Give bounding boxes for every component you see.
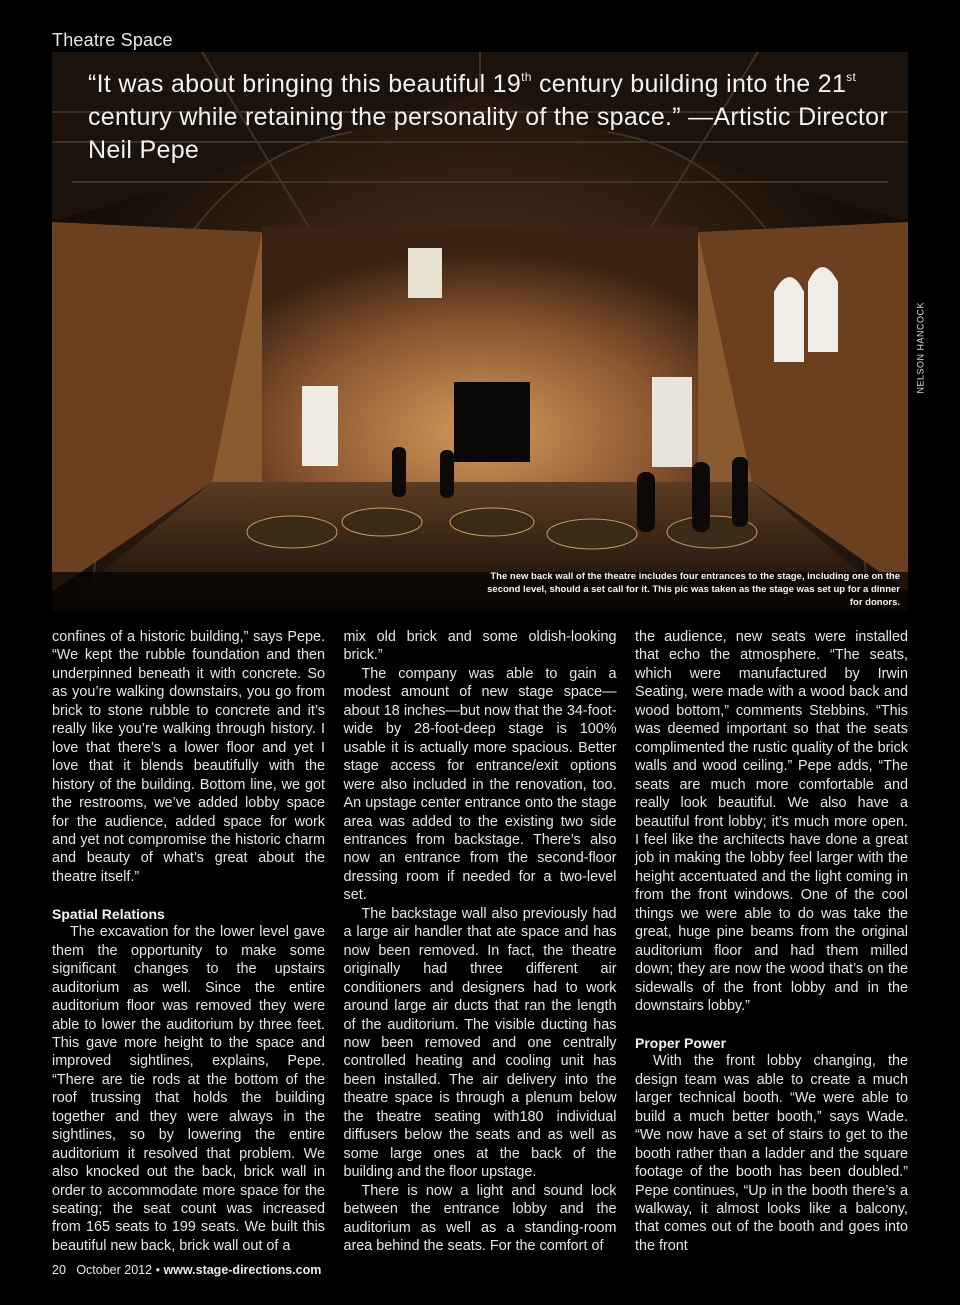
page-footer bbox=[52, 1263, 321, 1277]
section-label: Theatre Space bbox=[52, 30, 173, 50]
subheading-proper-power: Proper Power bbox=[635, 1034, 727, 1051]
photo-credit: NELSON HANCOCK bbox=[916, 302, 926, 394]
column-1 bbox=[52, 628, 325, 1258]
pull-quote bbox=[88, 68, 888, 167]
pull-quote-part3: century while retaining the personality of the space.” —Artistic Director Neil Pepe bbox=[88, 103, 889, 164]
subheading-spatial-relations: Spatial Relations bbox=[52, 905, 165, 922]
pull-quote-part1: “It was about bringing this beautiful 19 bbox=[88, 70, 522, 98]
article-body bbox=[52, 628, 908, 1258]
paragraph: With the front lobby changing, the design team was able to create a much larger technical booth. “We were able to build a much better booth,” says Wade. “We now have a set of stairs to get to the booth rather than a ladder and the square footage of the booth has been doubled.” Pepe continues, “Up in the booth there’s a walkway, it almost looks like a balcony, that comes out of the booth and goes into the front bbox=[635, 1053, 908, 1254]
pull-quote-part2: century building into the 21 bbox=[531, 70, 847, 98]
page-number: 20 bbox=[52, 1263, 66, 1277]
pull-quote-sup1: th bbox=[521, 70, 532, 84]
issue-date: October 2012 bbox=[76, 1263, 153, 1277]
pull-quote-sup2: st bbox=[846, 70, 857, 84]
website-link[interactable]: www.stage-directions.com bbox=[163, 1263, 322, 1277]
paragraph: The excavation for the lower level gave them the opportunity to make some significant changes to the upstairs auditorium as well. Since the entire auditorium floor was removed they were able to lower the auditorium by three feet. This gave more height to the space and improved sightlines, explains, Pepe. “There are tie rods at the bottom of the roof trussing that holds the building together and they were always in the sightlines, so by lowering the entire auditorium it resolved that problem. We also knocked out the back, brick wall in order to accommodate more space for the seating; the seat count was increased from 165 seats to 199 seats. We built this beautiful new back, brick wall out of a bbox=[52, 924, 325, 1254]
footer-separator: • bbox=[155, 1263, 160, 1277]
theatre-photo bbox=[52, 52, 926, 613]
paragraph: the audience, new seats were installed that echo the atmosphere. “The seats, which were manufactured by Irwin Seating, were made with a wood back and wood bottom,” comments Stebbins. “This was deemed important so that the seats complimented the rustic quality of the brick walls and wood ceiling.” Pepe adds, “The seats are much more comfortable and really look beautiful. We also have a beautiful front lobby; it’s much more open. I feel like the architects have done a great job in making the lobby feel larger with the height accentuated and the light coming in from the front windows. One of the cool things we were able to do was take the great, huge pine beams from the original auditorium floor and had them milled down; they are now the wood that’s on the sidewalls of the front lobby and in the downstairs lobby.” bbox=[635, 629, 908, 1015]
column-2 bbox=[344, 628, 617, 1258]
paragraph: The backstage wall also previously had a large air handler that ate space and has now been removed. In fact, the theatre originally had three different air conditioners and designers had to work around large air ducts that ran the length of the auditorium. The visible ducting has now been removed and one centrally controlled heating and cooling unit has been installed. The air delivery into the theatre space is through a plenum below the theatre seating with180 individual diffusers below the seats and as well as some large ones at the back of the building and the floor upstage. bbox=[343, 905, 617, 1181]
paragraph: There is now a light and sound lock between the entrance lobby and the auditorium as well as a standing-room area behind the seats. For the comfort of bbox=[343, 1182, 617, 1254]
photo-caption: The new back wall of the theatre includes four entrances to the stage, including one on the second level, should a set call for it. This pic was taken as the stage was set up for a dinner for donors. bbox=[487, 571, 900, 608]
paragraph: The company was able to gain a modest amount of new stage space—about 18 inches—but now that the 34-foot-wide by 28-foot-deep stage is 100% usable it is actually more spacious. Better stage access for entrance/exit options were also included in the renovation, too. An upstage center entrance onto the stage area was added to the existing two side entrances from backstage. There’s also now an entrance from the second-floor dressing room if needed for a two-level set. bbox=[343, 665, 617, 904]
paragraph: mix old brick and some oldish-looking brick.” bbox=[343, 629, 617, 664]
column-3 bbox=[635, 628, 908, 1258]
paragraph: confines of a historic building,” says Pepe. “We kept the rubble foundation and then underpinned beneath it with concrete. So as you’re walking downstairs, you go from brick to stone rubble to concrete and it’s really like you’re walking through history. I love that there’s a lower floor and yet I love that it blends beautifully with the history of the building. Bottom line, we got the restrooms, we’ve added lobby space for the audience, added space for work and yet not compromise the historic charm and beauty of what’s great about the theatre itself.” bbox=[52, 629, 325, 885]
